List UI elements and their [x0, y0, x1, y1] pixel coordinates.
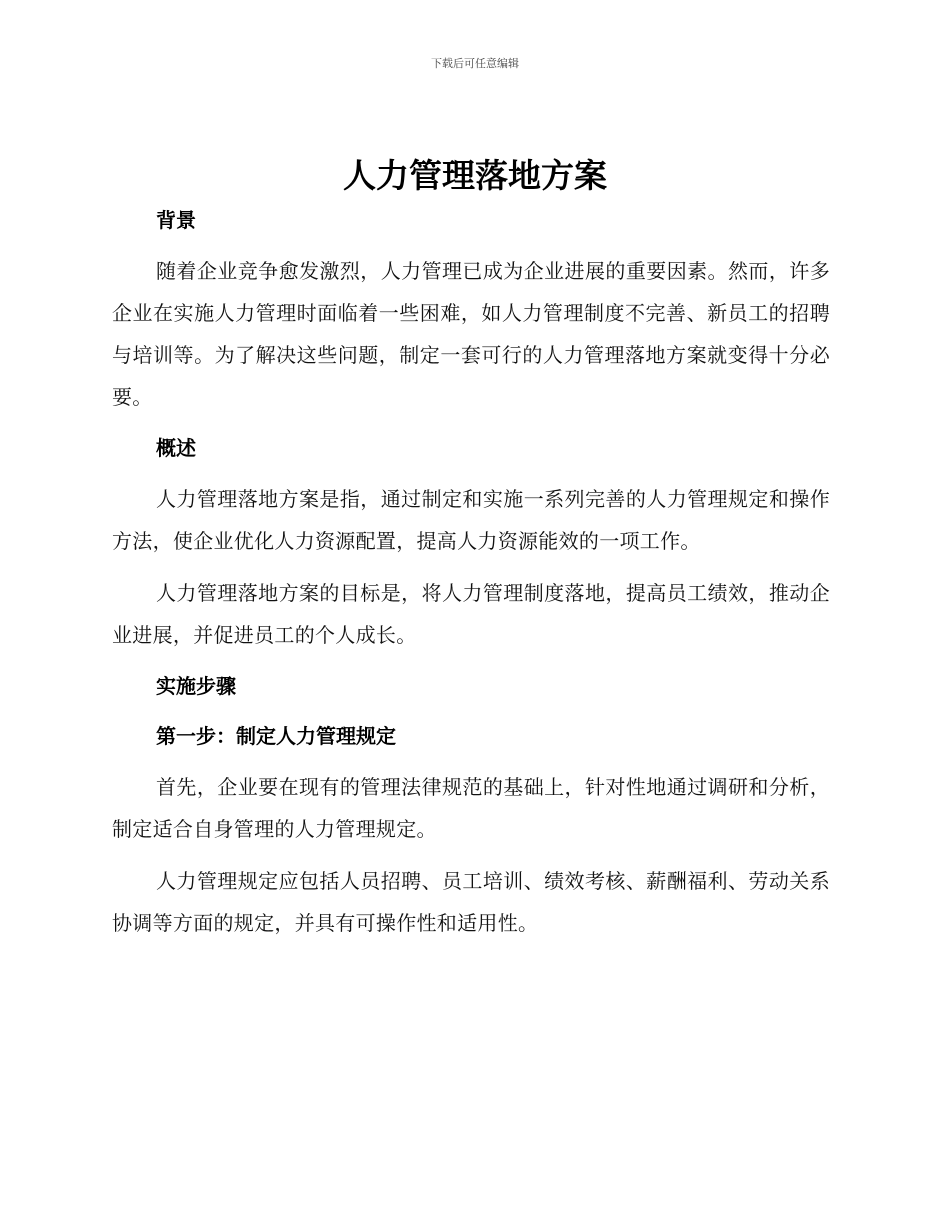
header-note: 下载后可任意编辑: [431, 57, 519, 70]
paragraph: 随着企业竞争愈发激烈，人力管理已成为企业进展的重要因素。然而，许多企业在实施人力管理时面临着一些困难，如人力管理制度不完善、新员工的招聘与培训等。为了解决这些问题，制定一套可行的人力管理落地方案就变得十分必要。: [112, 259, 830, 409]
section-heading-steps: 实施步骤: [156, 674, 236, 698]
paragraph: 人力管理落地方案的目标是，将人力管理制度落地，提高员工绩效，推动企业进展，并促进员工的个人成长。: [112, 581, 830, 647]
paragraph: 人力管理规定应包括人员招聘、员工培训、绩效考核、薪酬福利、劳动关系协调等方面的规定，并具有可操作性和适用性。: [112, 869, 830, 935]
section-heading-overview: 概述: [156, 436, 196, 460]
paragraph: 首先，企业要在现有的管理法律规范的基础上，针对性地通过调研和分析，制定适合自身管理的人力管理规定。: [112, 775, 830, 841]
document-body: [112, 200, 830, 944]
paragraph: 人力管理落地方案是指，通过制定和实施一系列完善的人力管理规定和操作方法，使企业优化人力资源配置，提高人力资源能效的一项工作。: [112, 487, 830, 553]
page-title: 人力管理落地方案: [343, 156, 607, 195]
section-heading-background: 背景: [156, 208, 196, 232]
step-heading-1: 第一步：制定人力管理规定: [156, 724, 396, 748]
